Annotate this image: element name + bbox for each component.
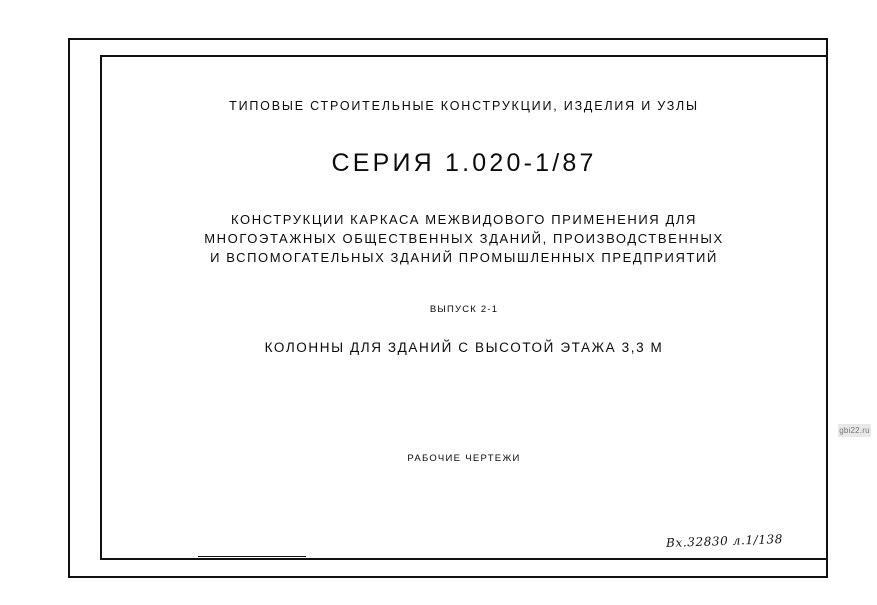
series-number: СЕРИЯ 1.020-1/87 xyxy=(331,149,597,177)
document-subject: КОЛОННЫ ДЛЯ ЗДАНИЙ С ВЫСОТОЙ ЭТАЖА 3,3 М xyxy=(264,340,664,355)
issue-number: ВЫПУСК 2-1 xyxy=(429,304,499,315)
description-line-3: И ВСПОМОГАТЕЛЬНЫХ ЗДАНИЙ ПРОМЫШЛЕННЫХ ПРЕДПРИЯТИЙ xyxy=(210,250,718,265)
inventory-stamp: Вх.32830 л.1/138 xyxy=(665,531,784,551)
bottom-rule-middle xyxy=(420,558,528,559)
document-description xyxy=(100,210,828,267)
description-line-1: КОНСТРУКЦИИ КАРКАСА МЕЖВИДОВОГО ПРИМЕНЕНИЯ ДЛЯ xyxy=(230,212,697,227)
title-page-content xyxy=(100,55,828,560)
document-header: ТИПОВЫЕ СТРОИТЕЛЬНЫЕ КОНСТРУКЦИИ, ИЗДЕЛИЯ И УЗЛЫ xyxy=(229,99,699,113)
document-kind: РАБОЧИЕ ЧЕРТЕЖИ xyxy=(407,453,521,464)
description-line-2: МНОГОЭТАЖНЫХ ОБЩЕСТВЕННЫХ ЗДАНИЙ, ПРОИЗВОДСТВЕННЫХ xyxy=(204,231,724,246)
bottom-rule-left xyxy=(198,556,306,557)
watermark-label: gbi22.ru xyxy=(839,426,870,435)
